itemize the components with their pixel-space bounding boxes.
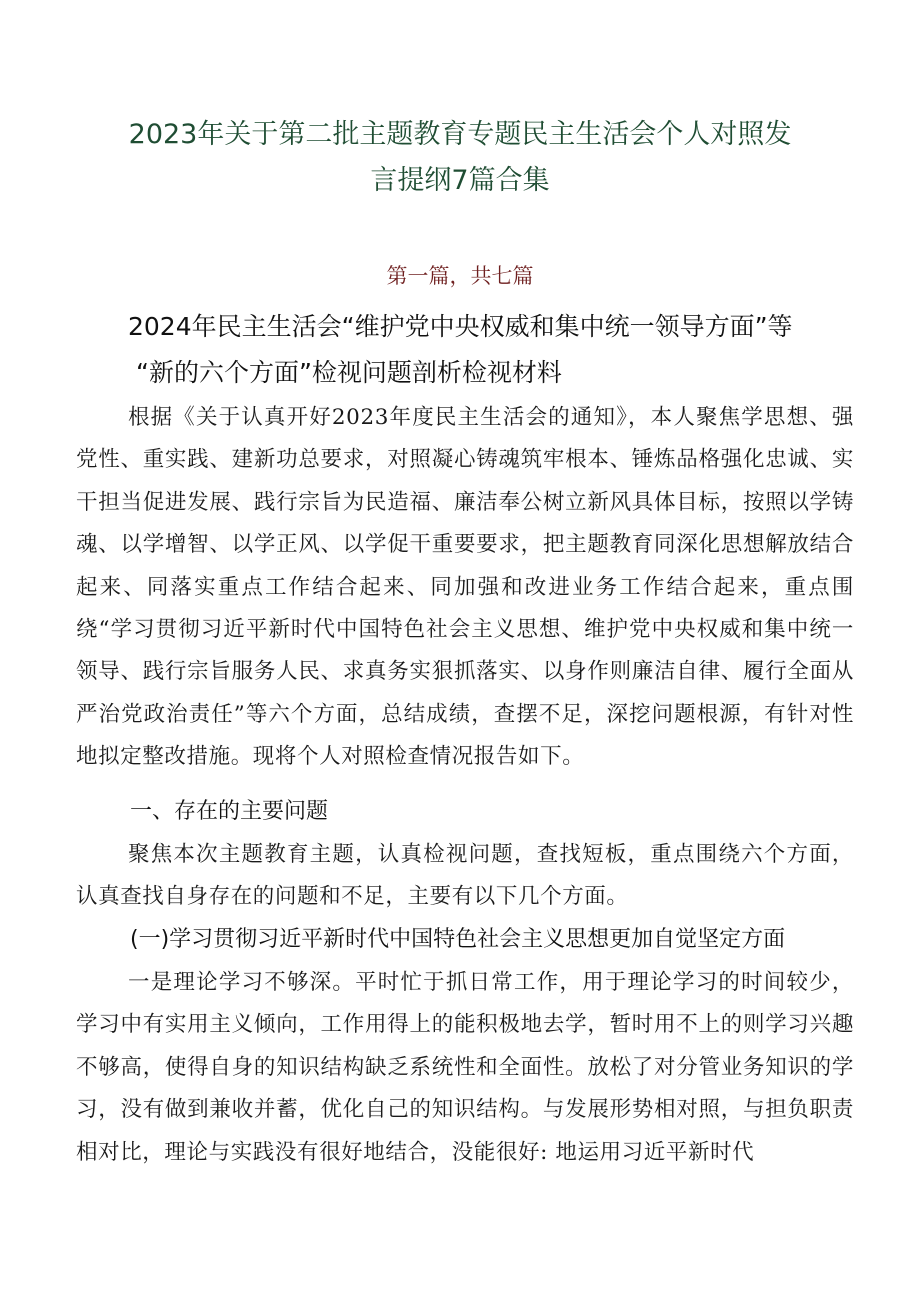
- document-title-line2: 言提纲7篇合集: [370, 165, 550, 196]
- subsection1-heading: (一)学习贯彻习近平新时代中国特色社会主义思想更加自觉坚定方面: [130, 927, 786, 952]
- article-title-line1: 2024年民主生活会“维护党中央权威和集中统一领导方面”等: [128, 312, 793, 341]
- section1-heading: 一、存在的主要问题: [130, 799, 329, 824]
- subsection1-paragraph: 一是理论学习不够深。平时忙于抓日常工作，用于理论学习的时间较少，学习中有实用主义倾向，工作用得上的能积极地去学，暂时用不上的则学习兴趣不够高，使得自身的知识结构缺乏系统性和全面性。放松了对分管业务知识的学习，没有做到兼收并蓄，优化自己的知识结构。与发展形势相对照，与担负职责相对比，理论与实践没有很好地结合，没能很好: 地运用习近平新时代: [76, 970, 854, 1165]
- section1-paragraph: 聚焦本次主题教育主题，认真检视问题，查找短板，重点围绕六个方面，认真查找自身存在的问题和不足，主要有以下几个方面。: [76, 842, 854, 910]
- article-title: [80, 304, 860, 396]
- document-title: [100, 112, 820, 204]
- intro-paragraph: 根据《关于认真开好2023年度民主生活会的通知》，本人聚焦学思想、强党性、重实践、建新功总要求，对照凝心铸魂筑牢根本、锤炼品格强化忠诚、实干担当促进发展、践行宗旨为民造福、廉洁奉公树立新风具体目标，按照以学铸魂、以学增智、以学正风、以学促干重要要求，把主题教育同深化思想解放结合起来、同落实重点工作结合起来、同加强和改进业务工作结合起来，重点围绕“学习贯彻习近平新时代中国特色社会主义思想、维护党中央权威和集中统一领导、践行宗旨服务人民、求真务实狠抓落实、以身作则廉洁自律、履行全面从严治党政治责任”等六个方面，总结成绩，查摆不足，深挖问题根源，有针对性地拟定整改措施。现将个人对照检查情况报告如下。: [76, 405, 854, 770]
- article-title-line2: “新的六个方面”检视问题剖析检视材料: [136, 358, 562, 387]
- part-label: 第一篇，共七篇: [386, 264, 534, 288]
- document-title-line1: 2023年关于第二批主题教育专题民主生活会个人对照发: [128, 119, 792, 150]
